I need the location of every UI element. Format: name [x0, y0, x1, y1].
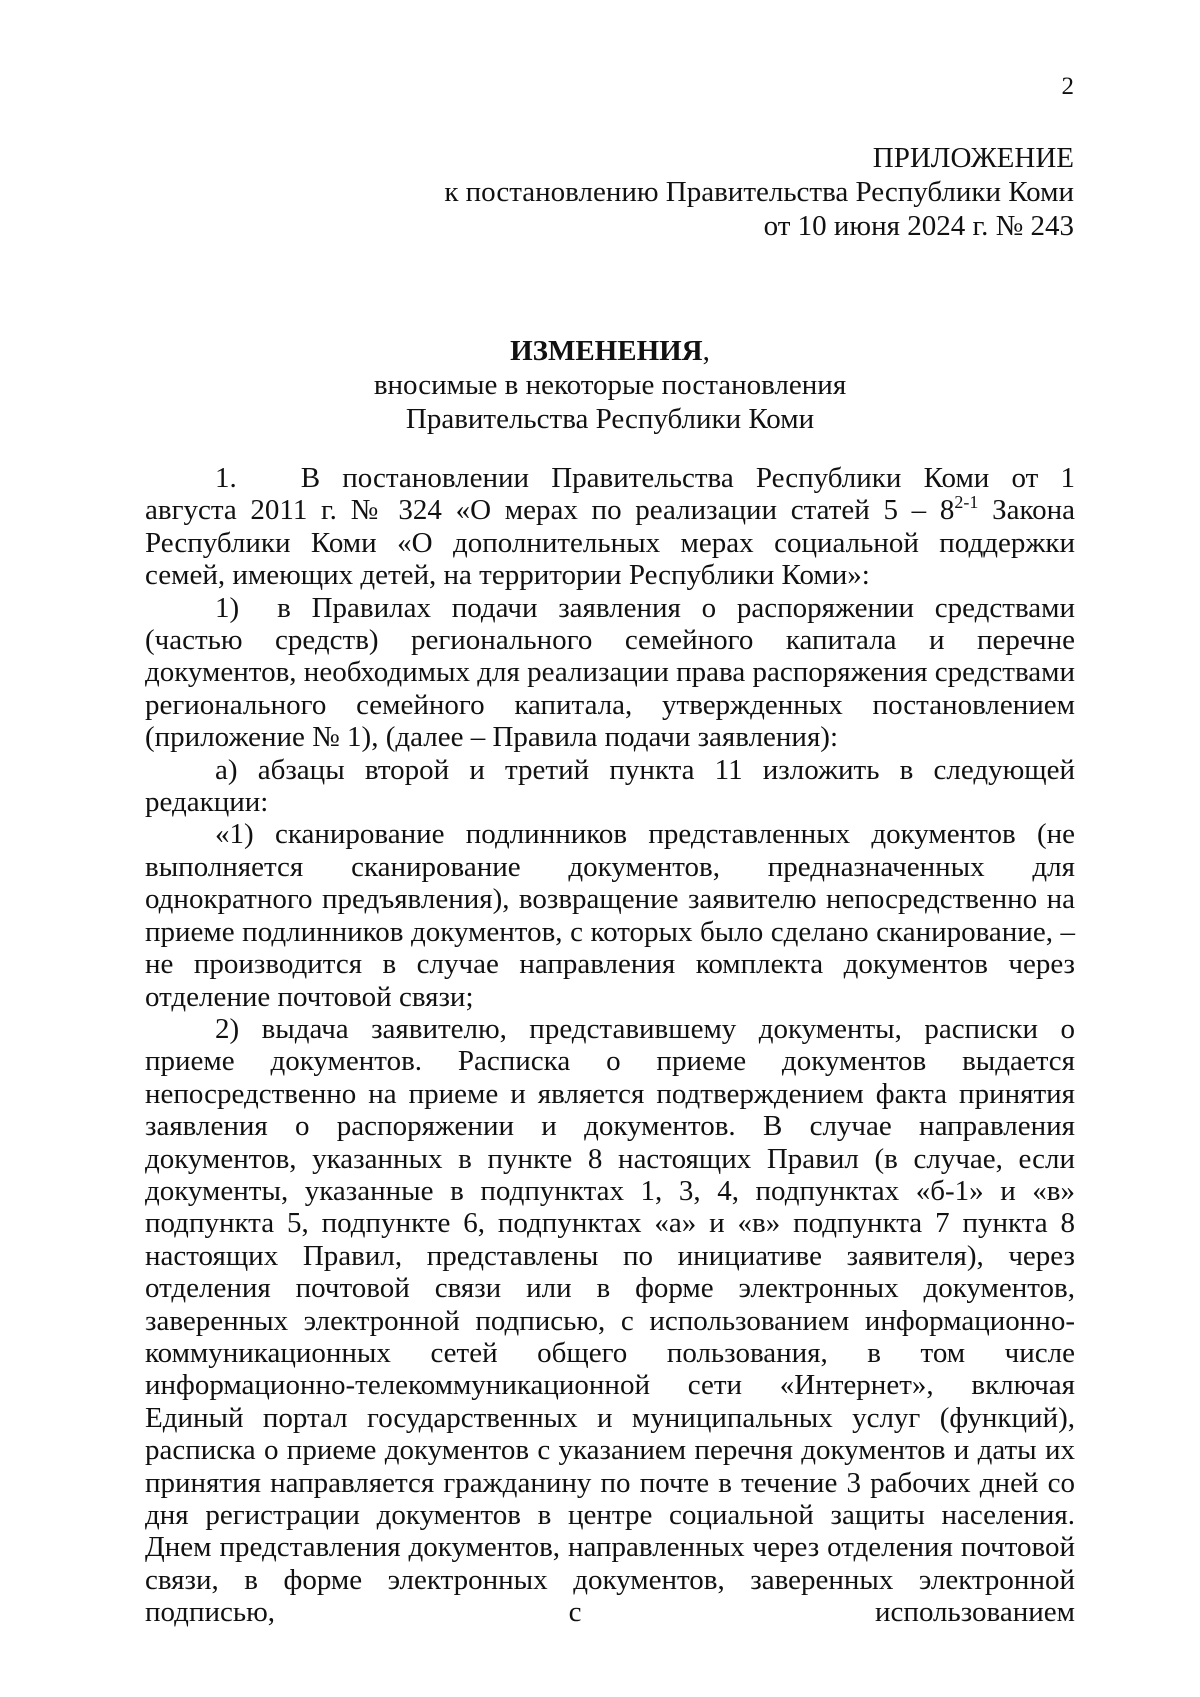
- page-number: 2: [1061, 73, 1074, 100]
- paragraph-5: 2) выдача заявителю, представившему документы, расписки о приеме документов. Расписка о приеме документов выдается непосредственно на приеме и является подтверждением факта принятия заявления о распоряжении и документов. В случае направления документов, указанных в пункте 8 настоящих Правил (в случае, если документы, указанные в подпунктах 1, 3, 4, подпунктах «б-1» и «в» подпункта 5, подпункте 6, подпунктах «а» и «в» подпункта 7 пункта 8 настоящих Правил, представлены по инициативе заявителя), через отделения почтовой связи или в форме электронных документов, заверенных электронной подписью, с использованием информационно-коммуникационных сетей общего пользования, в том числе информационно-телекоммуникационной сети «Интернет», включая Единый портал государственных и муниципальных услуг (функций), расписка о приеме документов с указанием перечня документов и даты их принятия направляется гражданину по почте в течение 3 рабочих дней со дня регистрации документов в центре социальной защиты населения. Днем представления документов, направленных через отделения почтовой связи, в форме электронных документов, заверенных электронной подписью, с использованием: [145, 1012, 1075, 1629]
- paragraph-2-number: 1): [215, 591, 240, 624]
- paragraph-1-text-start: В постановлении Правительства Республики Коми от 1 августа 2011 г. № 324 «О мерах по реализации статей 5 – 8: [145, 462, 1075, 527]
- document-heading: [145, 334, 1075, 436]
- document-body: [145, 462, 1075, 1629]
- document-subtitle-line-1: вносимые в некоторые постановления: [373, 369, 847, 401]
- appendix-reference: к постановлению Правительства Республики Коми: [444, 176, 1074, 208]
- appendix-date-number: от 10 июня 2024 г. № 243: [763, 210, 1074, 242]
- appendix-block: [444, 141, 1074, 243]
- paragraph-1: [145, 462, 1075, 592]
- paragraph-1-superscript: 2-1: [954, 492, 979, 513]
- appendix-title: ПРИЛОЖЕНИЕ: [872, 142, 1074, 174]
- document-subtitle-line-2: Правительства Республики Коми: [405, 403, 815, 435]
- document-title-suffix: ,: [702, 335, 710, 367]
- paragraph-4: «1) сканирование подлинников представленных документов (не выполняется сканирование документов, предназначенных для однократного предъявления), возвращение заявителю непосредственно на приеме подлинников документов, с которых было сделано сканирование, – не производится в случае направления комплекта документов через отделение почтовой связи;: [145, 818, 1075, 1013]
- paragraph-2-text: в Правилах подачи заявления о распоряжении средствами (частью средств) регионального семейного капитала и перечне документов, необходимых для реализации права распоряжения средствами регионального семейного капитала, утвержденных постановлением (приложение № 1), (далее – Правила подачи заявления):: [145, 591, 1075, 754]
- paragraph-1-number: 1.: [215, 462, 237, 494]
- paragraph-1-text-end: Закона Республики Коми «О дополнительных мерах социальной поддержки семей, имеющих детей, на территории Республики Коми»:: [145, 494, 1075, 592]
- document-title-text: ИЗМЕНЕНИЯ: [510, 335, 703, 367]
- paragraph-3: а) абзацы второй и третий пункта 11 изложить в следующей редакции:: [145, 753, 1075, 819]
- document-title: [145, 334, 1075, 368]
- paragraph-2: [145, 592, 1075, 754]
